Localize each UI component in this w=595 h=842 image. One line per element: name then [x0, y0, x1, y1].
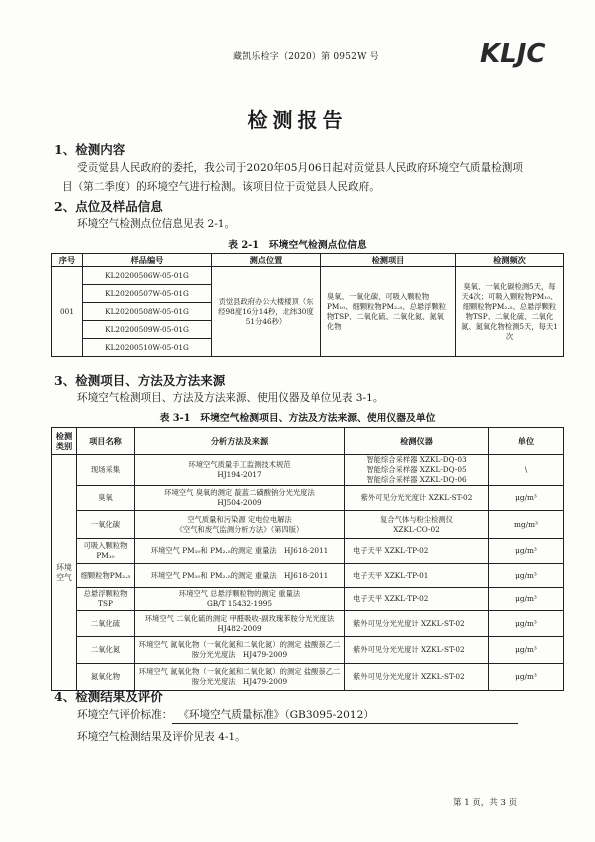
table-2-1-caption: 表 2-1 环境空气检测点位信息 — [228, 240, 367, 251]
method-row-instrument: 紫外可见分光光度计 XZKL-ST-02 — [345, 611, 489, 637]
sample-id: KL20200508W-05-01G — [83, 303, 212, 321]
method-row-unit: μg/m³ — [489, 588, 564, 611]
sample-id: KL20200507W-05-01G — [83, 285, 212, 303]
method-row-unit: μg/m³ — [489, 637, 564, 664]
table-3-1-header-instrument: 检测仪器 — [345, 428, 489, 455]
method-row-unit: μg/m³ — [489, 486, 564, 511]
method-row-unit: \ — [489, 455, 564, 486]
evaluation-standard — [77, 706, 518, 725]
section-1-heading: 1、检测内容 — [54, 142, 126, 157]
method-row-instrument: 复合气体与粉尘检测仪 XZKL-CO-02 — [345, 511, 489, 539]
method-row-instrument: 电子天平 XZKL-TP-02 — [345, 588, 489, 611]
section-3-intro: 环境空气检测项目、方法及方法来源、使用仪器及单位见表 3-1。 — [77, 392, 384, 404]
table-3-1-header-method: 分析方法及来源 — [135, 428, 345, 455]
method-row-instrument: 电子天平 XZKL-TP-02 — [345, 539, 489, 564]
page-number: 第 1 页，共 3 页 — [453, 798, 518, 808]
method-row-method: 空气质量和污染源 定电位电解法 《空气和废气监测分析方法》（第四版） — [135, 511, 345, 539]
method-row-name: 二氧化硫 — [77, 611, 135, 637]
method-row-method: 环境空气 总悬浮颗粒物的测定 重量法 GB/T 15432-1995 — [135, 588, 345, 611]
table-2-1 — [51, 253, 564, 357]
section-4-intro: 环境空气检测结果及评价见表 4-1。 — [77, 731, 246, 743]
method-row-instrument: 紫外可见分光光度计 XZKL-ST-02 — [345, 664, 489, 691]
method-row-method: 环境空气 氮氧化物（一氧化氮和二氧化氮）的测定 盐酸萘乙二胺分光光度法 HJ479-2009 — [135, 664, 345, 691]
method-row-method: 环境空气 氮氧化物（一氧化氮和二氧化氮）的测定 盐酸萘乙二胺分光光度法 HJ479-2009 — [135, 637, 345, 664]
method-row-name: 细颗粒物PM₂.₅ — [77, 564, 135, 588]
section-3-heading: 3、检测项目、方法及方法来源 — [54, 373, 226, 388]
sample-location: 贡觉县政府办公大楼楼顶（东经98度16分14秒，北纬30度51分46秒） — [212, 267, 321, 357]
method-row-unit: μg/m³ — [489, 564, 564, 588]
document-title: 检测报告 — [247, 108, 348, 132]
table-2-1-header-frequency: 检测频次 — [456, 254, 564, 267]
table-3-1 — [51, 427, 564, 691]
table-2-1-header-sample: 样品编号 — [83, 254, 212, 267]
sample-items: 臭氧、一氧化碳、可吸入颗粒物PM₁₀、细颗粒物PM₂.₅、总悬浮颗粒物TSP、二氧化硫、二氧化氮、氮氧化物 — [321, 267, 456, 357]
table-3-1-header-unit: 单位 — [489, 428, 564, 455]
table-2-1-seq: 001 — [52, 267, 83, 357]
sample-id: KL20200510W-05-01G — [83, 339, 212, 357]
sample-id: KL20200506W-05-01G — [83, 267, 212, 285]
section-4-heading: 4、检测结果及评价 — [54, 689, 163, 704]
method-row-name: 可吸入颗粒物PM₁₀ — [77, 539, 135, 564]
method-row-method: 环境空气 PM₁₀和 PM₂.₅的测定 重量法 HJ618-2011 — [135, 564, 345, 588]
method-row-method: 环境空气 二氧化硫的测定 甲醛吸收-副玫瑰苯胺分光光度法 HJ482-2009 — [135, 611, 345, 637]
method-row-method: 环境空气 臭氧的测定 靛蓝二磺酸钠分光光度法 HJ504-2009 — [135, 486, 345, 511]
table-3-1-header-category: 检测类别 — [52, 428, 77, 455]
svg-text:KLJC: KLJC — [480, 39, 546, 69]
table-2-1-header-items: 检测项目 — [321, 254, 456, 267]
method-row-unit: μg/m³ — [489, 611, 564, 637]
table-2-1-header-location: 测点位置 — [212, 254, 321, 267]
section-1-line-1: 受贡觉县人民政府的委托，我公司于2020年05月06日起对贡觉县人民政府环境空气质量检测项 — [77, 162, 523, 174]
section-2-heading: 2、点位及样品信息 — [54, 199, 163, 214]
method-row-instrument: 紫外可见分光光度计 XZKL-ST-02 — [345, 637, 489, 664]
method-row-name: 总悬浮颗粒物TSP — [77, 588, 135, 611]
section-2-intro: 环境空气检测点位信息见表 2-1。 — [77, 218, 236, 230]
method-row-name: 一氧化碳 — [77, 511, 135, 539]
evaluation-standard-label: 环境空气评价标准： — [77, 709, 173, 721]
sample-frequency: 臭氧、一氧化碳检测5天，每天4次；可吸入颗粒物PM₁₀、细颗粒物PM₂.₅、总悬浮颗粒物TSP、二氧化硫、二氧化氮、氮氧化物检测5天，每天1次 — [456, 267, 564, 357]
method-row-name: 臭氧 — [77, 486, 135, 511]
method-row-unit: μg/m³ — [489, 539, 564, 564]
method-row-name: 氮氧化物 — [77, 664, 135, 691]
method-row-method: 环境空气质量手工监测技术规范 HJ194-2017 — [135, 455, 345, 486]
method-row-instrument: 紫外可见分光光度计 XZKL-ST-02 — [345, 486, 489, 511]
method-row-name: 二氧化氮 — [77, 637, 135, 664]
section-1-line-2: 目（第二季度）的环境空气进行检测。该项目位于贡觉县人民政府。 — [62, 181, 380, 193]
method-row-instrument: 智能综合采样器 XZKL-DQ-03 智能综合采样器 XZKL-DQ-05 智能综合采样器 XZKL-DQ-06 — [345, 455, 489, 486]
sample-id: KL20200509W-05-01G — [83, 321, 212, 339]
method-row-method: 环境空气 PM₁₀和 PM₂.₅的测定 重量法 HJ618-2011 — [135, 539, 345, 564]
evaluation-standard-value: 《环境空气质量标准》（GB3095-2012） — [172, 708, 518, 724]
method-row-name: 现场采集 — [77, 455, 135, 486]
table-3-1-header-name: 项目名称 — [77, 428, 135, 455]
table-2-1-header-seq: 序号 — [52, 254, 83, 267]
table-3-1-caption: 表 3-1 环境空气检测项目、方法及方法来源、使用仪器及单位 — [159, 413, 436, 424]
table-3-1-category: 环境空气 — [52, 455, 77, 691]
method-row-instrument: 电子天平 XZKL-TP-01 — [345, 564, 489, 588]
method-row-unit: μg/m³ — [489, 664, 564, 691]
method-row-unit: mg/m³ — [489, 511, 564, 539]
company-logo — [478, 36, 558, 70]
report-number: 藏凯乐检字（2020）第 0952W 号 — [233, 52, 379, 62]
